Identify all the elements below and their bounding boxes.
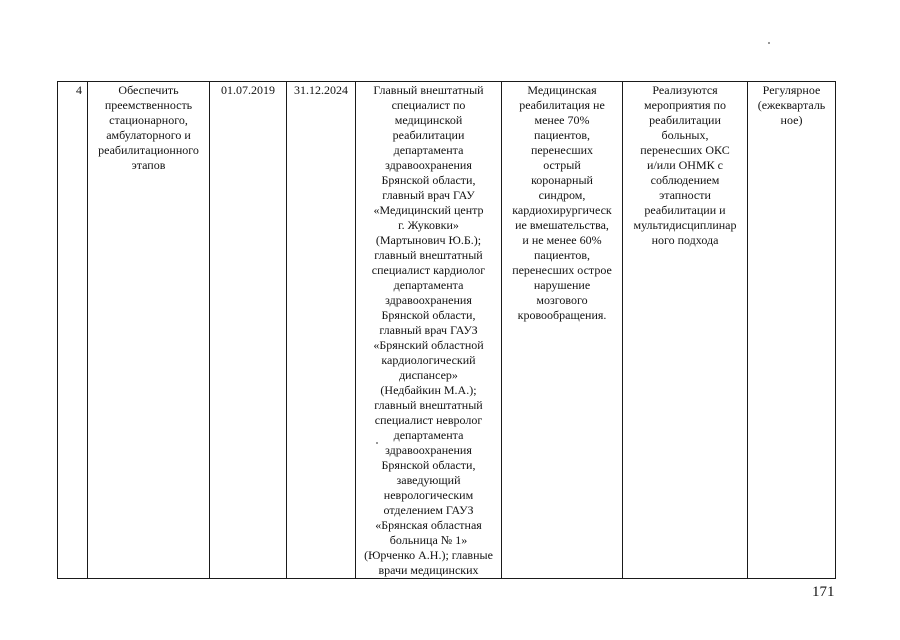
frequency-text: Регулярное (ежекварталь ное) (757, 83, 826, 127)
responsible-cell (356, 82, 502, 579)
end-date: 31.12.2024 (294, 83, 348, 97)
scan-speck (768, 42, 770, 44)
action-text: Обеспечить преемственность стационарного, амбулаторного и реабилитационного этапов (98, 83, 199, 172)
end-date-cell (287, 82, 356, 579)
result-text: Реализуются мероприятия по реабилитации больных, перенесших ОКС и/или ОНМК с соблюдением этапности реабилитации и мультидисциплинар ного подхода (633, 83, 737, 247)
result-cell (623, 82, 748, 579)
row-number-cell (58, 82, 88, 579)
indicator-text: Медицинская реабилитация не менее 70% пациентов, перенесших острый коронарный синдром, кардиохирургическ ие вмешательства, и не менее 60% пациентов, перенесших острое нарушение мозгового кровообращения. (512, 83, 612, 322)
page-number: 171 (812, 584, 835, 600)
row-number: 4 (76, 83, 82, 97)
plan-table (57, 81, 836, 579)
table-row (58, 82, 836, 579)
start-date: 01.07.2019 (221, 83, 275, 97)
responsible-text: Главный внештатный специалист по медицинской реабилитации департамента здравоохранения Брянской области, главный врач ГАУ «Медицинский центр г. Жуковки» (Мартынович Ю.Б.); главный внештатный специалист кардиолог департамента здравоохранения Брянской области, главный врач ГАУЗ «Брянский областной кардиологический диспансер» (Недбайкин М.А.); главный внештатный специалист невролог департамента здравоохранения Брянской области, заведующий неврологическим отделением ГАУЗ «Брянская областная больница № 1» (Юрченко А.Н.); главные врачи медицинских (364, 83, 493, 577)
start-date-cell (210, 82, 287, 579)
action-cell (88, 82, 210, 579)
frequency-cell (748, 82, 836, 579)
indicator-cell (502, 82, 623, 579)
